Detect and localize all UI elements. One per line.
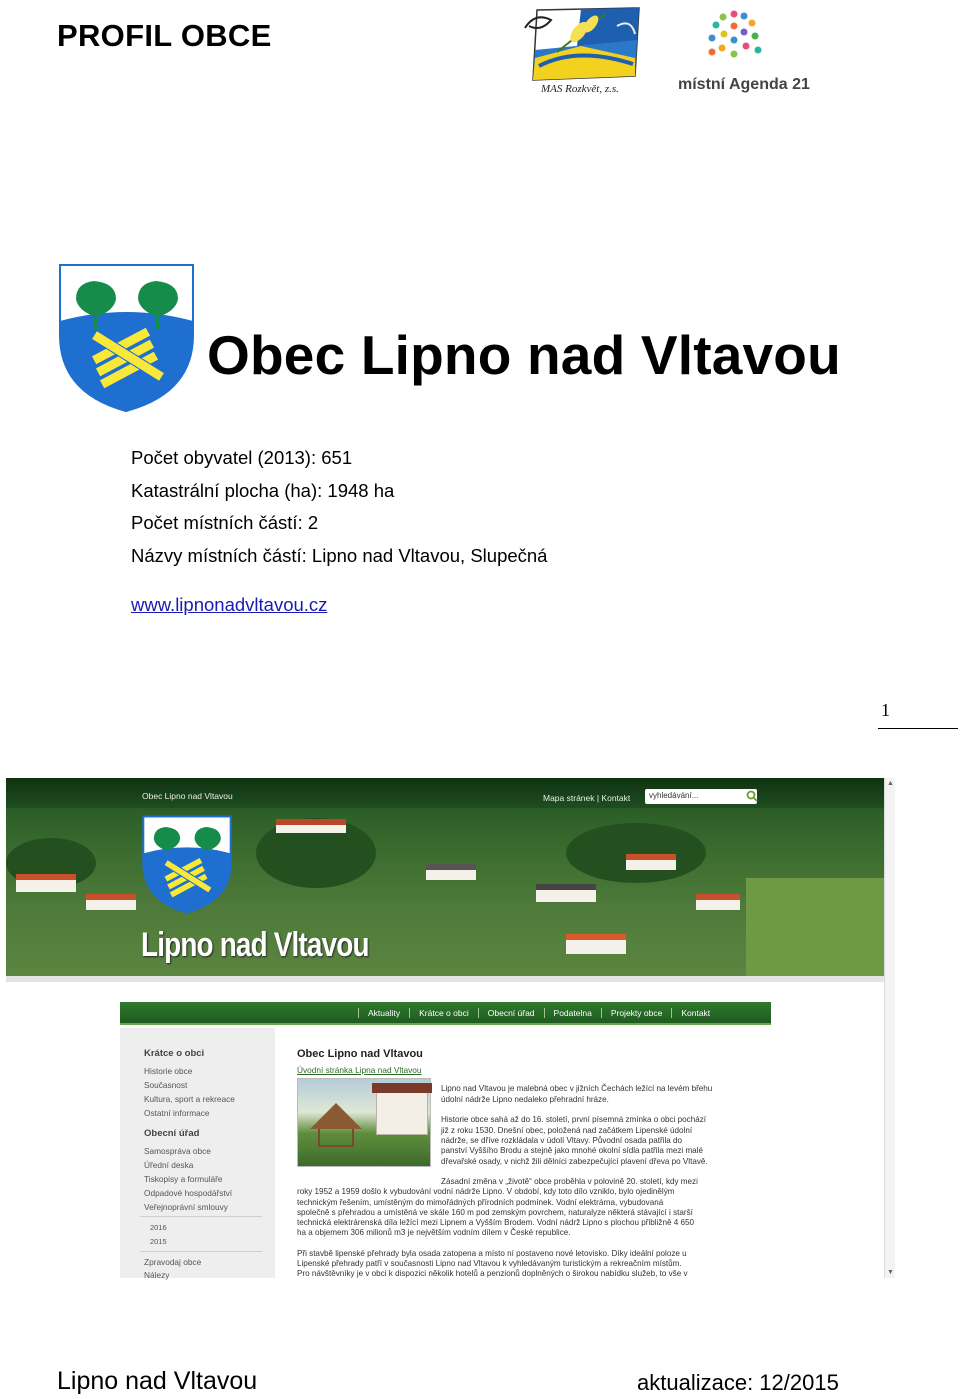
search-input[interactable]: vyhledávání... [645,789,757,804]
coat-of-arms-small [142,815,232,914]
building-roof [626,854,676,860]
paragraph-line: Lipno nad Vltavou je malebná obec v jižních Čechách ležící na levém břehu [441,1084,713,1093]
paragraph-line: panství Vyššího Brodu a stejně jako mnohé okolní sídla patřila mezi malé [441,1146,703,1155]
sidebar-year[interactable]: 2016 [150,1223,167,1232]
hero-title: Lipno nad Vltavou [141,926,369,964]
nav-item[interactable]: Aktuality [358,1008,409,1018]
sidebar-item[interactable]: Zpravodaj obce [144,1257,202,1267]
building [566,938,626,954]
village-photo [297,1078,431,1167]
page-number-rule [878,728,958,729]
sidebar-divider [140,1251,262,1252]
footer-village-name: Lipno nad Vltavou [57,1367,258,1395]
parts-names-fact: Názvy místních částí: Lipno nad Vltavou, Slupečná [131,545,548,567]
search-icon[interactable] [746,790,758,802]
population-fact: Počet obyvatel (2013): 651 [131,447,353,468]
sidebar [120,1028,275,1278]
sidebar-item[interactable]: Úřední deska [144,1160,194,1170]
sidebar-item[interactable]: Ostatní informace [144,1108,210,1118]
paragraph-line: společně s přehradou a umístěná ve skále 160 m pod zemským povrchem, naturalyze některá stávající i starší [297,1208,693,1217]
sidebar-item[interactable]: Současnost [144,1080,188,1090]
paragraph-line: dřevařské osady, v nichž žili dělníci zabezpečující plavení dřeva po Vltavě. [441,1157,708,1166]
mas-rozkvet-logo [517,6,643,96]
facts-list [131,442,547,573]
sidebar-item[interactable]: Veřejnoprávní smlouvy [144,1202,228,1212]
sidebar-item[interactable]: Nálezy [144,1270,170,1280]
house-photo-roof [372,1083,432,1093]
sidebar-item[interactable]: Kultura, sport a rekreace [144,1094,235,1104]
building-roof [276,819,346,825]
scrollbar[interactable] [884,778,895,1278]
sidebar-year[interactable]: 2015 [150,1237,167,1246]
building-roof [426,864,476,870]
paragraph-line: již z roku 1530. Dnešní obec, položená nad začátkem Lipenské údolní [441,1126,693,1135]
parts-count-fact: Počet místních částí: 2 [131,512,319,534]
coat-of-arms-large [58,263,195,413]
nav-item[interactable]: Obecní úřad [478,1008,544,1018]
sidebar-item[interactable]: Tiskopisy a formuláře [144,1174,223,1184]
main-navigation [120,1002,771,1025]
sidebar-item[interactable]: Samospráva obce [144,1146,211,1156]
forest-patch [566,823,706,883]
meadow [746,878,884,976]
building-roof [696,894,740,900]
paragraph-line: Zásadní změna v „životě“ obce proběhla v polovině 20. století, kdy mezi [441,1177,698,1186]
scroll-up-icon[interactable]: ▲ [887,780,894,787]
paragraph-line: ha a objemem 306 milionů m3 je největším vodním dílem v České republice. [297,1228,571,1237]
building-roof [86,894,136,900]
sidebar-heading-urad[interactable]: Obecní úřad [144,1128,200,1139]
gazebo [318,1129,354,1147]
hero-banner [6,778,884,976]
sidebar-item[interactable]: Odpadové hospodářství [144,1188,233,1198]
paragraph-line: nádrže, se dříve rozkládala v údolí Vltavy. Původní osada patřila do [441,1136,683,1145]
main-content [297,1028,757,1278]
agenda21-logo [676,6,810,94]
paragraph-line: údolní nádrže Lipno nedaleko přehradní hráze. [441,1095,609,1104]
top-menu[interactable]: Mapa stránek | Kontakt [543,793,631,803]
scroll-down-icon[interactable]: ▼ [887,1269,894,1276]
paragraph-line: roky 1952 a 1959 došlo k vybudování vodní nádrže Lipno. V období, kdy toto dílo vzniklo, bylo ojedinělým [297,1187,675,1196]
content-title: Obec Lipno nad Vltavou [297,1048,423,1060]
agenda21-logo-text: místní Agenda 21 [678,76,810,93]
nav-item[interactable]: Kontakt [671,1008,719,1018]
nav-item[interactable]: Krátce o obci [409,1008,478,1018]
building-roof [536,884,596,890]
area-fact: Katastrální plocha (ha): 1948 ha [131,479,395,501]
hero-divider [6,976,884,982]
mas-logo-text: MAS Rozkvět, z.s. [541,83,619,95]
house-photo [376,1089,428,1135]
paragraph-line: Lipenské přehrady patří v současnosti Lipno nad Vltavou k vyhledávaným turistickým a rekreačním místům. [297,1259,682,1268]
paragraph-line: Pro návštěvníky je v obci k dispozici několik hotelů a penzionů doplněných o širokou nabídku služeb, to vše v [297,1269,688,1278]
document-heading: PROFIL OBCE [57,18,272,53]
paragraph-line: technickým řešením, umístěným do mimořádných přírodních podmínek. Vodní elektrárna, vybudovaná [297,1198,664,1207]
nav-item[interactable]: Projekty obce [601,1008,672,1018]
building-roof [566,934,626,940]
gazebo-roof [310,1103,362,1129]
nav-items [358,1008,719,1018]
content-subtitle-link[interactable]: Úvodní stránka Lipna nad Vltavou [297,1065,422,1075]
paragraph-line: Při stavbě lipenské přehrady byla osada zatopena a místo ní postaveno nové letovisko. Díky ideální poloze u [297,1249,687,1258]
paragraph-line: Historie obce sahá až do 16. století, první písemná zmínka o obci pochází [441,1115,706,1124]
sidebar-heading-kratce[interactable]: Krátce o obci [144,1048,205,1059]
sidebar-divider [140,1216,262,1217]
website-screenshot [6,778,895,1278]
site-name: Obec Lipno nad Vltavou [142,791,233,801]
paragraph-line: technická elektrárenská díla ležící mezi Lipnem a Vyšším Brodem. Vodní nádrž Lipno s plochou přibližně 4 650 [297,1218,694,1227]
building [536,888,596,902]
sidebar-item[interactable]: Historie obce [144,1066,193,1076]
nav-item[interactable]: Podatelna [544,1008,601,1018]
footer-update-date: aktualizace: 12/2015 [637,1370,839,1395]
village-title: Obec Lipno nad Vltavou [207,324,841,386]
page-number: 1 [881,700,890,720]
website-link[interactable]: www.lipnonadvltavou.cz [131,594,328,615]
building [16,878,76,892]
building-roof [16,874,76,880]
